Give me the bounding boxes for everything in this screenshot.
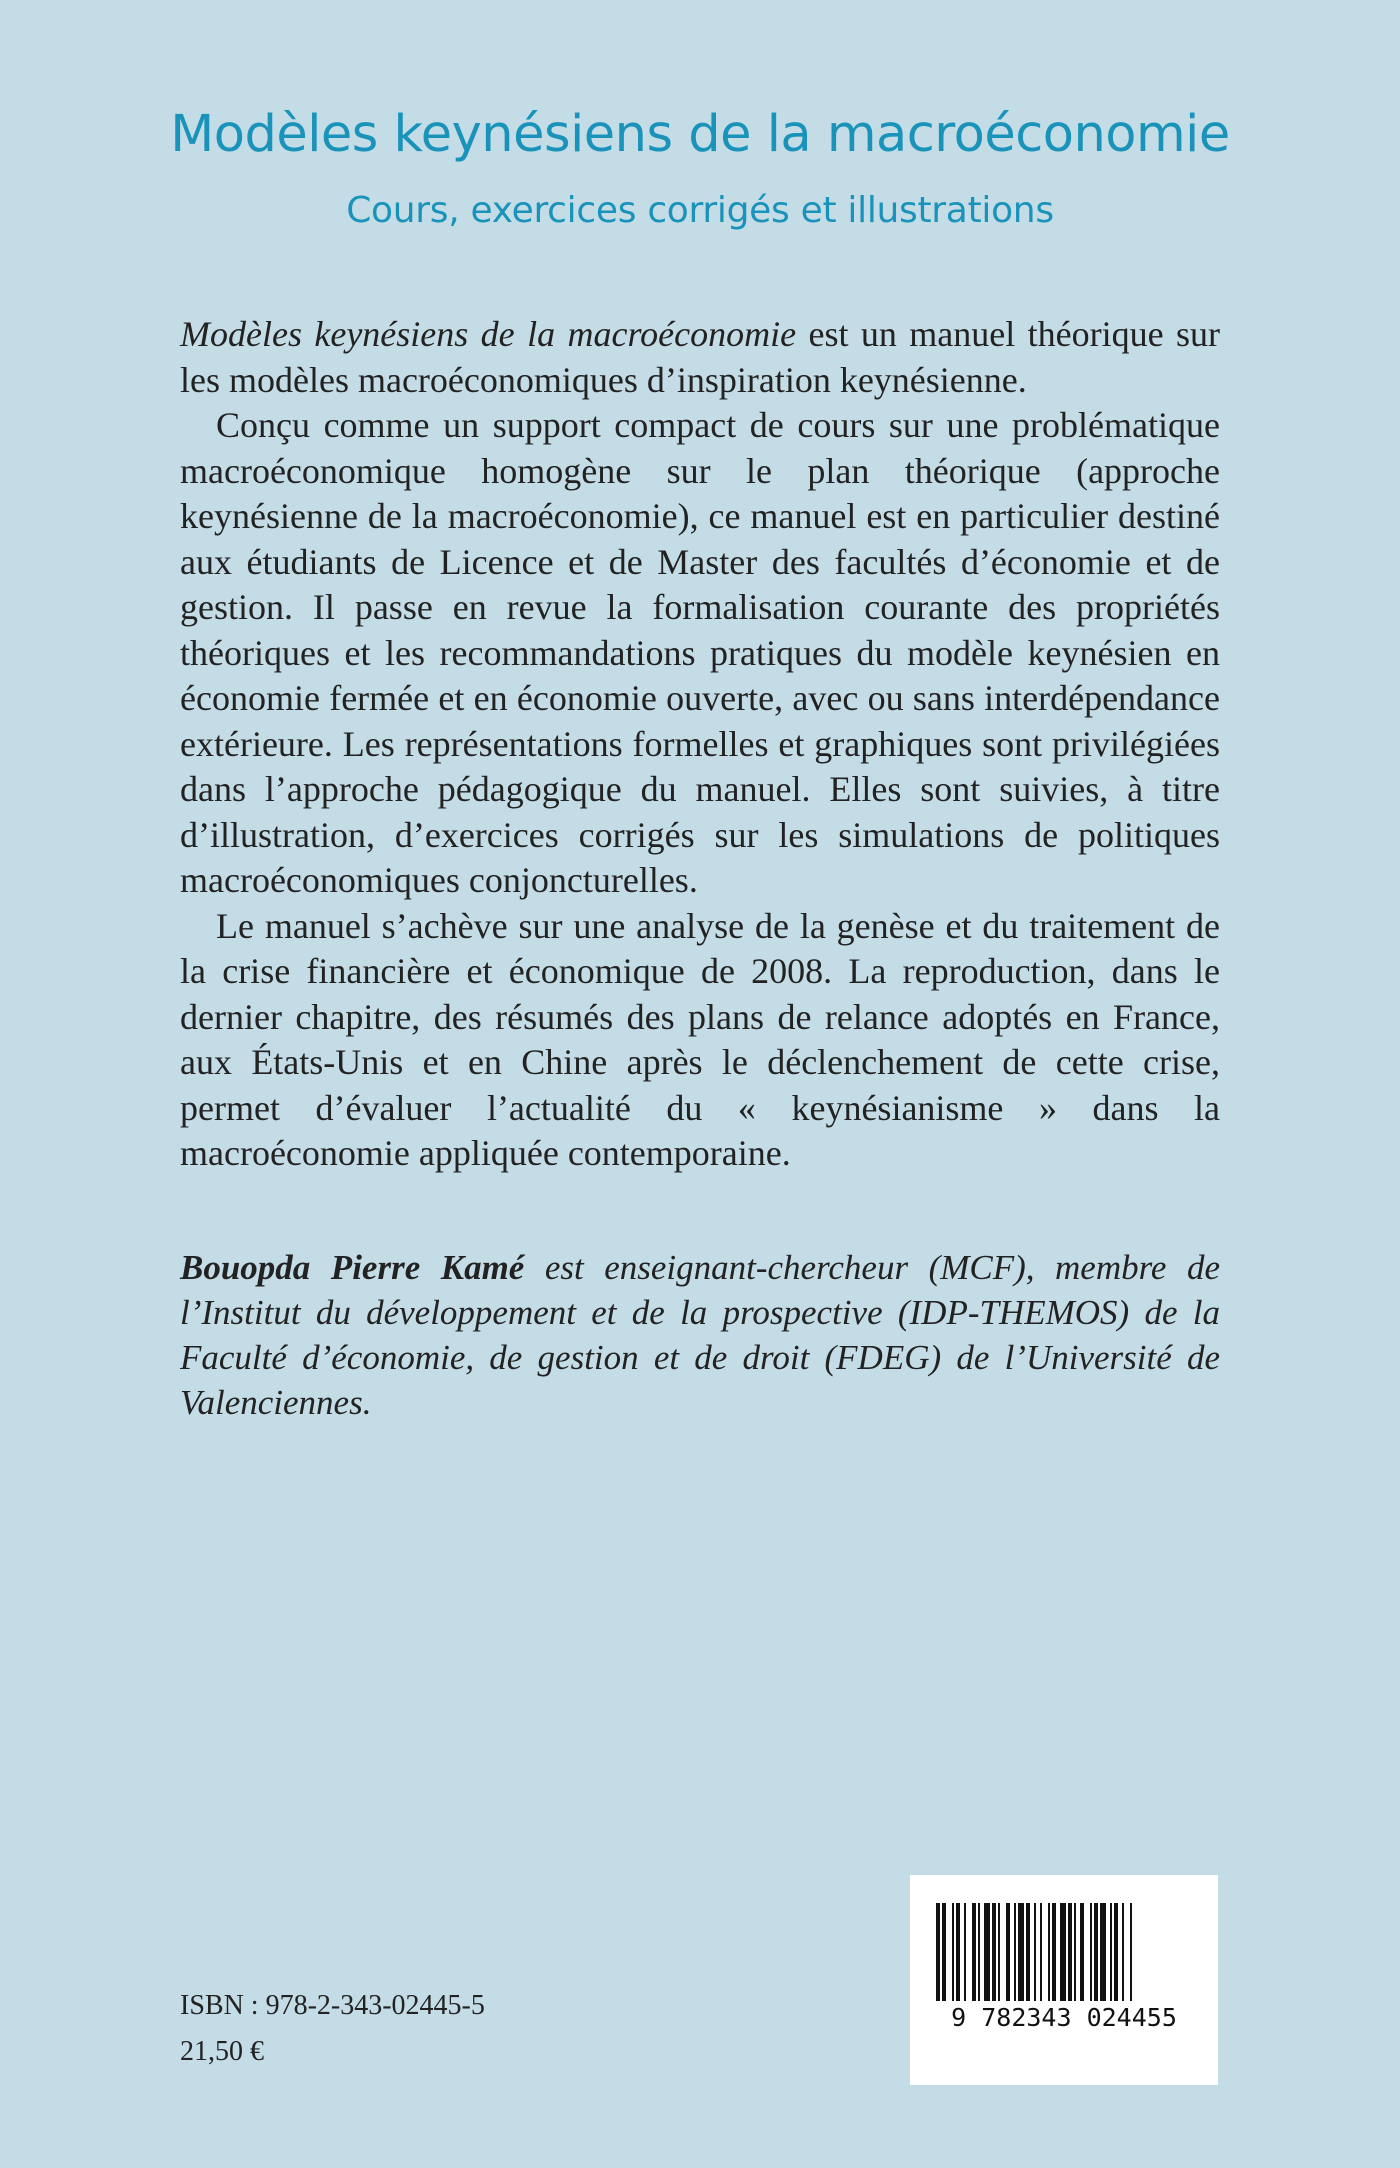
book-subtitle: Cours, exercices corrigés et illustrations bbox=[346, 190, 1054, 231]
author-name: Bouopda Pierre Kamé bbox=[180, 1248, 525, 1287]
summary-title-italic: Modèles keynésiens de la macroéconomie bbox=[180, 314, 797, 354]
author-bio-text: est enseignant-chercheur (MCF), membre de l’Institut du développement et de la prospective (IDP-THEMOS) de la Faculté d’économie, de gestion et de droit (FDEG) de l’Université de Valenciennes. bbox=[180, 1248, 1220, 1422]
barcode-bars bbox=[910, 1875, 1218, 2085]
summary-paragraph-1 bbox=[180, 312, 1220, 403]
barcode bbox=[910, 1875, 1218, 2085]
price: 21,50 € bbox=[180, 2036, 264, 2067]
summary-paragraph-3: Le manuel s’achève sur une analyse de la genèse et du traitement de la crise financière et économique de 2008. La reproduction, dans le dernier chapitre, des résumés des plans de relance adoptés en France, aux États-Unis et en Chine après le déclenchement de cette crise, permet d’évaluer l’actualité du « keynésianisme » dans la macroéconomie appliquée contemporaine. bbox=[180, 905, 1220, 1173]
isbn: ISBN : 978-2-343-02445-5 bbox=[180, 1990, 485, 2021]
author-bio bbox=[180, 1245, 1220, 1425]
book-title: Modèles keynésiens de la macroéconomie bbox=[170, 105, 1230, 164]
summary-paragraph-2: Conçu comme un support compact de cours sur une problématique macroéconomique homogène sur le plan théorique (approche keynésienne de la macroéconomie), ce manuel est en particulier destiné aux étudiants de Licence et de Master des facultés d’économie et de gestion. Il passe en revue la formalisation courante des propriétés théoriques et les recommandations pratiques du modèle keynésien en économie fermée et en économie ouverte, avec ou sans interdépendance extérieure. Les représentations formelles et graphiques sont privilégiées dans l’approche pédagogique du manuel. Elles sont suivies, à titre d’illustration, d’exercices corrigés sur les simulations de politiques macroéconomiques conjoncturelles. bbox=[180, 405, 1220, 900]
summary-text bbox=[180, 312, 1220, 1177]
summary-p1-rest: est un manuel théorique sur les modèles macroéconomiques d’inspiration keynésienne. bbox=[180, 314, 1220, 400]
barcode-digits: 9 782343 024455 bbox=[951, 2003, 1177, 2032]
